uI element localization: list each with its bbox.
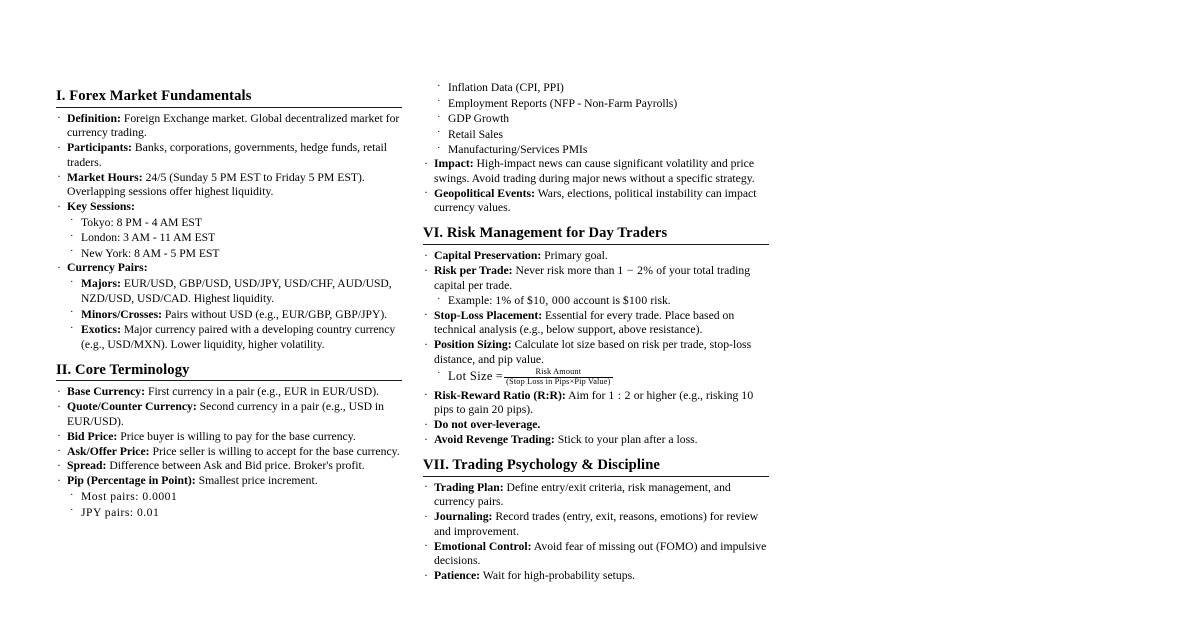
item-text: Essential for every trade. Place based on technical analysis (e.g., below support, above resistance). (434, 308, 735, 337)
formula-equals: = (495, 368, 504, 383)
example-label: Example: (448, 294, 493, 308)
list-item (67, 322, 402, 352)
section-heading: I. Forex Market Fundamentals (56, 88, 252, 104)
bullet-icon: · (424, 480, 428, 494)
item-label: Majors: (81, 277, 121, 291)
list-item (434, 96, 769, 111)
item-text: Difference between Ask and Bid price. Broker's profit. (109, 459, 365, 473)
list-item (423, 249, 769, 264)
item-text: Most pairs: 0.0001 (81, 490, 178, 504)
item-label: Trading Plan: (434, 480, 504, 494)
item-label: Risk-Reward Ratio (R:R): (434, 388, 566, 402)
bullet-icon: · (424, 568, 428, 582)
bullet-icon: · (424, 156, 428, 170)
bullet-list-level-2 (67, 489, 402, 520)
item-label: Journaling: (434, 510, 493, 524)
math-risk-pips: 10 (741, 388, 754, 402)
formula-lot-size (434, 368, 769, 387)
section-rule (423, 244, 769, 245)
section-rule (423, 476, 769, 477)
bullet-icon: · (57, 260, 61, 274)
bullet-icon: · (437, 142, 441, 154)
bullet-list-level-1 (423, 249, 769, 447)
item-label: Avoid Revenge Trading: (434, 433, 555, 447)
bullet-icon: · (70, 307, 74, 319)
item-text: Stick to your plan after a loss. (557, 433, 698, 447)
bullet-icon: · (424, 388, 428, 402)
bullet-icon: · (437, 111, 441, 123)
item-text: Manufacturing/Services PMIs (448, 143, 588, 156)
list-item (56, 112, 402, 141)
list-item (56, 385, 402, 400)
item-text: Calculate lot size based on risk per trade, stop-loss distance, and pip value. (434, 338, 752, 366)
bullet-list-level-1 (56, 385, 402, 519)
item-label: Definition: (67, 111, 121, 125)
bullet-icon: · (70, 322, 74, 334)
item-text: London: 3 AM - 11 AM EST (81, 231, 216, 245)
item-label: Participants: (67, 141, 132, 155)
list-item (56, 459, 402, 474)
bullet-list-level-2 (434, 293, 769, 308)
item-label: Do not over-leverage. (434, 418, 541, 432)
item-text: Employment Reports (NFP - Non-Farm Payrolls) (448, 96, 678, 110)
bullet-icon: · (57, 111, 61, 125)
list-item (56, 430, 402, 445)
list-item (423, 418, 769, 433)
bullet-icon: · (57, 429, 61, 443)
list-item (67, 307, 402, 322)
continued-sublist (434, 80, 769, 157)
list-item (423, 481, 769, 510)
bullet-icon: · (57, 384, 61, 398)
section-heading: VII. Trading Psychology & Discipline (423, 456, 660, 473)
list-item (56, 400, 402, 429)
bullet-icon: · (57, 170, 61, 184)
bullet-icon: · (424, 186, 428, 200)
bullet-icon: · (57, 140, 61, 154)
item-text-mid-2: pips to gain (434, 403, 489, 417)
list-item (67, 215, 402, 230)
bullet-icon: · (70, 505, 74, 517)
item-text: Avoid fear of missing out (FOMO) and impulsive decisions. (434, 539, 767, 568)
continued-list (423, 157, 769, 216)
formula-lhs: Lot Size (448, 368, 493, 383)
list-item (56, 141, 402, 170)
list-item (56, 200, 402, 261)
item-label: Geopolitical Events: (434, 186, 535, 200)
list-item (434, 111, 769, 126)
bullet-list-level-1 (56, 112, 402, 352)
formula-numerator: Risk Amount (535, 367, 582, 377)
list-item (434, 142, 769, 157)
item-text: Primary goal. (544, 249, 608, 263)
list-item (56, 261, 402, 352)
bullet-icon: · (57, 444, 61, 458)
right-column (423, 0, 769, 626)
item-text: First currency in a pair (e.g., EUR in EUR/USD). (147, 385, 380, 399)
bullet-icon: · (424, 263, 428, 277)
math-risk-percent-range: 1 − 2% (617, 264, 654, 278)
bullet-icon: · (437, 96, 441, 108)
item-text: EUR/USD, GBP/USD, USD/JPY, USD/CHF, AUD/USD, NZD/USD, USD/CAD. Highest liquidity. (81, 277, 392, 306)
bullet-icon: · (437, 127, 441, 139)
item-text: Inflation Data (CPI, PPI) (448, 81, 564, 95)
list-item (67, 230, 402, 245)
list-item (423, 264, 769, 308)
example-mid-1: of (514, 294, 525, 308)
item-label: Currency Pairs: (67, 261, 148, 275)
item-text: Define entry/exit criteria, risk management, and currency pairs. (434, 480, 731, 509)
item-text: Second currency in a pair (e.g., USD in EUR/USD). (67, 400, 385, 428)
section-heading: II. Core Terminology (56, 361, 190, 378)
section-trading-psychology (423, 457, 769, 584)
item-text: Pairs without USD (e.g., EUR/GBP, GBP/JPY). (164, 307, 388, 321)
item-label: Emotional Control: (434, 539, 532, 553)
list-item (423, 157, 769, 186)
list-item (434, 80, 769, 95)
item-text: New York: 8 AM - 5 PM EST (81, 246, 220, 260)
item-text: Price buyer is willing to pay for the base currency. (120, 429, 356, 443)
item-text-pre: Aim for (568, 388, 606, 402)
item-label: Ask/Offer Price: (67, 444, 150, 458)
item-text: Tokyo: 8 PM - 4 AM EST (81, 215, 202, 229)
section-risk-management (423, 225, 769, 447)
item-text: Foreign Exchange market. Global decentralized market for currency trading. (67, 111, 400, 140)
bullet-icon: · (437, 293, 441, 305)
list-item (423, 569, 769, 584)
item-label: Impact: (434, 157, 474, 171)
section-core-terminology (56, 362, 402, 520)
item-label: Exotics: (81, 323, 121, 337)
item-text: High-impact news can cause significant volatility and price swings. Avoid trading during major news without a specific strategy. (434, 157, 755, 186)
section-forex-market-fundamentals (56, 88, 402, 352)
list-item (434, 127, 769, 142)
item-text-post: pips). (506, 403, 534, 417)
bullet-icon: · (424, 248, 428, 262)
item-text: Banks, corporations, governments, hedge funds, retail traders. (67, 141, 388, 169)
item-label: Base Currency: (67, 385, 146, 399)
list-item (67, 489, 402, 504)
list-item (423, 510, 769, 539)
bullet-icon: · (70, 246, 74, 258)
list-item (423, 433, 769, 448)
item-text: Wait for high-probability setups. (482, 569, 636, 583)
math-risk-reward-ratio: 1 : 2 (608, 388, 631, 402)
item-text: JPY pairs: 0.01 (81, 505, 160, 519)
bullet-icon: · (70, 230, 74, 242)
bullet-list-level-2 (434, 368, 769, 387)
example-mid-2: account is (573, 294, 620, 308)
formula-fraction (504, 368, 612, 386)
example-text-post: risk. (650, 294, 671, 308)
bullet-icon: · (424, 432, 428, 446)
list-item (67, 505, 402, 520)
list-item (67, 246, 402, 261)
bullet-icon: · (424, 337, 428, 351)
bullet-icon: · (57, 458, 61, 472)
item-label: Position Sizing: (434, 338, 512, 352)
item-label: Quote/Counter Currency: (67, 400, 197, 414)
bullet-list-level-2 (67, 215, 402, 261)
bullet-icon: · (437, 80, 441, 92)
math-risk-amount: $100 (622, 294, 648, 308)
item-label: Market Hours: (67, 170, 143, 184)
list-item (56, 171, 402, 200)
list-item (423, 389, 769, 418)
item-label: Pip (Percentage in Point): (67, 474, 196, 488)
item-text: Major currency paired with a developing country currency (e.g., USD/MXN). Lower liquidity, higher volatility. (81, 323, 396, 352)
section-rule (56, 380, 402, 381)
item-text: 24/5 (Sunday 5 PM EST to Friday 5 PM EST). Overlapping sessions offer highest liquidity. (67, 170, 365, 199)
item-text: Wars, elections, political instability can impact currency values. (434, 186, 757, 215)
section-heading: VI. Risk Management for Day Traders (423, 225, 668, 242)
list-item (434, 293, 769, 308)
item-label: Spread: (67, 459, 107, 473)
item-text-mid: or higher (e.g., risking (633, 388, 739, 402)
list-item (423, 309, 769, 338)
bullet-icon: · (437, 368, 441, 380)
item-label: Minors/Crosses: (81, 307, 162, 321)
item-label: Patience: (434, 569, 481, 583)
list-item (423, 187, 769, 216)
item-text: Record trades (entry, exit, reasons, emotions) for review and improvement. (434, 510, 759, 538)
section-rule (56, 107, 402, 108)
list-item (67, 276, 402, 306)
bullet-icon: · (424, 417, 428, 431)
bullet-icon: · (70, 215, 74, 227)
item-text: GDP Growth (448, 112, 510, 126)
item-text: Smallest price increment. (198, 474, 318, 488)
item-label: Risk per Trade: (434, 264, 513, 278)
item-label: Capital Preservation: (434, 249, 542, 263)
bullet-icon: · (424, 509, 428, 523)
bullet-list-level-2 (67, 276, 402, 352)
left-column (56, 0, 402, 626)
item-label: Stop-Loss Placement: (434, 308, 543, 322)
bullet-icon: · (57, 399, 61, 413)
bullet-icon: · (70, 276, 74, 288)
item-text: Retail Sales (448, 127, 504, 141)
item-label: Bid Price: (67, 429, 118, 443)
list-item (56, 474, 402, 519)
bullet-icon: · (424, 308, 428, 322)
math-gain-pips: 20 (491, 403, 504, 417)
math-account-size: $10, 000 (526, 294, 571, 308)
list-item (423, 338, 769, 387)
list-item (56, 445, 402, 460)
bullet-icon: · (424, 539, 428, 553)
bullet-icon: · (70, 489, 74, 501)
item-label: Key Sessions: (67, 200, 135, 214)
formula-denominator: (Stop Loss in Pips×Pip Value) (506, 377, 611, 387)
bullet-icon: · (57, 199, 61, 213)
item-text: Price seller is willing to accept for the base currency. (152, 444, 400, 458)
bullet-list-level-1 (423, 481, 769, 584)
item-text-pre: Never risk more than (515, 264, 615, 278)
math-one-percent: 1% (495, 294, 512, 308)
list-item (423, 540, 769, 569)
bullet-icon: · (57, 473, 61, 487)
item-text-post: of your total trading capital per trade. (434, 264, 751, 292)
